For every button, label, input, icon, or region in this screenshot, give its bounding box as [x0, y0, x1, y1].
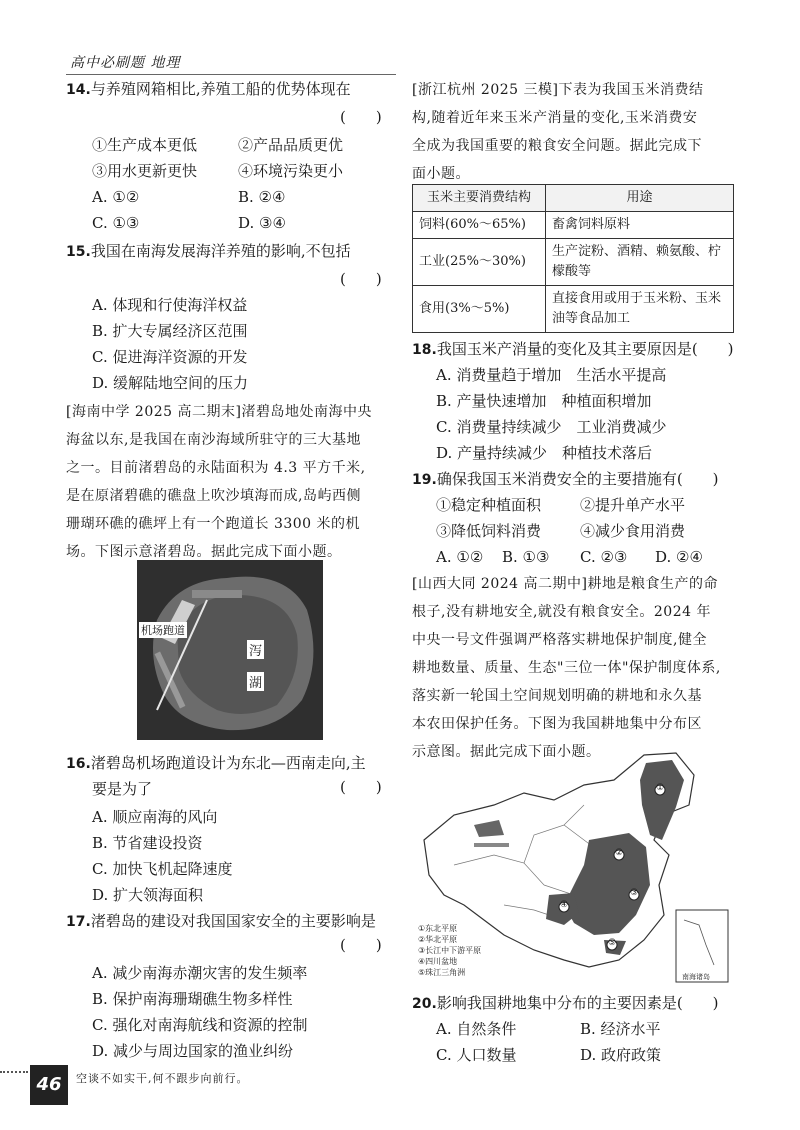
q19-number: 19.	[412, 472, 437, 488]
legend-item: ⑤珠江三角洲	[418, 968, 466, 977]
footer-dots	[0, 1071, 28, 1073]
zhubi-island-photo	[137, 560, 323, 740]
q14-item: ②产品品质更优	[238, 136, 344, 154]
table-cell: 工业(25%～30%)	[413, 239, 546, 286]
q17-option-b[interactable]: B. 保护南海珊瑚礁生物多样性	[92, 990, 293, 1008]
q15-option-c[interactable]: C. 促进海洋资源的开发	[92, 348, 248, 366]
map-marker-2: ②	[615, 848, 624, 858]
q20-option-a[interactable]: A. 自然条件	[436, 1020, 517, 1038]
q16-option-b[interactable]: B. 节省建设投资	[92, 834, 203, 852]
q14-option-d[interactable]: D. ③④	[238, 214, 286, 232]
table-row	[413, 286, 734, 333]
passage-line: 面小题。	[412, 166, 470, 182]
passage-line: [浙江杭州 2025 三模]下表为我国玉米消费结	[412, 82, 704, 98]
q16-option-a[interactable]: A. 顺应南海的风向	[92, 808, 218, 826]
farmland-distribution-map	[414, 745, 732, 985]
q18-option-a[interactable]: A. 消费量趋于增加 生活水平提高	[436, 366, 667, 384]
passage-line: 中央一号文件强调严格落实耕地保护制度,健全	[412, 632, 707, 648]
q20-option-c[interactable]: C. 人口数量	[436, 1046, 517, 1064]
q19-option-c[interactable]: C. ②③	[580, 548, 628, 566]
legend-item: ③长江中下游平原	[418, 946, 482, 955]
q19-stem: 确保我国玉米消费安全的主要措施有( )	[436, 470, 719, 488]
q15-option-b[interactable]: B. 扩大专属经济区范围	[92, 322, 248, 340]
q14-option-a[interactable]: A. ①②	[92, 188, 140, 206]
q15-stem: 我国在南海发展海洋养殖的影响,不包括	[90, 242, 351, 260]
footer-motto: 空谈不如实干,何不跟步向前行。	[76, 1072, 249, 1085]
q18-option-b[interactable]: B. 产量快速增加 种植面积增加	[436, 392, 652, 410]
q15-answer-paren[interactable]: ( )	[340, 270, 382, 288]
header-rule	[66, 74, 396, 75]
q19-item: ②提升单产水平	[580, 496, 686, 514]
q18-stem: 我国玉米产消量的变化及其主要原因是( )	[436, 340, 734, 358]
passage-line: 海盆以东,是我国在南沙海域所驻守的三大基地	[66, 432, 361, 448]
page-number: 46	[30, 1065, 68, 1105]
q14-option-b[interactable]: B. ②④	[238, 188, 286, 206]
q20-option-b[interactable]: B. 经济水平	[580, 1020, 661, 1038]
q19-option-a[interactable]: A. ①②	[436, 548, 484, 566]
q14-item: ③用水更新更快	[92, 162, 198, 180]
q14-item: ①生产成本更低	[92, 136, 198, 154]
q16-answer-paren[interactable]: ( )	[340, 778, 382, 796]
map-marker-1: ①	[656, 783, 665, 793]
q14-stem: 与养殖网箱相比,养殖工船的优势体现在	[90, 80, 351, 98]
q18-number: 18.	[412, 342, 437, 358]
passage-line: 耕地数量、质量、生态"三位一体"保护制度体系,	[412, 660, 721, 676]
inset-label: 南海诸岛	[682, 973, 710, 981]
q16-number: 16.	[66, 756, 91, 772]
q16-option-c[interactable]: C. 加快飞机起降速度	[92, 860, 233, 878]
island-photo-svg	[137, 560, 323, 740]
lagoon-label-1: 泻	[247, 640, 264, 659]
q17-stem: 渚碧岛的建设对我国国家安全的主要影响是	[90, 912, 376, 930]
passage-line: 之一。目前渚碧岛的永陆面积为 4.3 平方千米,	[66, 460, 366, 476]
q15-option-d[interactable]: D. 缓解陆地空间的压力	[92, 374, 249, 392]
q15-option-a[interactable]: A. 体现和行使海洋权益	[92, 296, 248, 314]
legend-item: ④四川盆地	[418, 957, 458, 966]
table-cell: 生产淀粉、酒精、赖氨酸、柠檬酸等	[546, 239, 734, 286]
q20-option-d[interactable]: D. 政府政策	[580, 1046, 662, 1064]
map-marker-5: ⑤	[608, 938, 617, 948]
q16-stem-line2: 要是为了	[92, 780, 153, 798]
runway-label: 机场跑道	[141, 624, 185, 637]
map-marker-3: ③	[630, 888, 639, 898]
q16-option-d[interactable]: D. 扩大领海面积	[92, 886, 204, 904]
q19-item: ④减少食用消费	[580, 522, 686, 540]
passage-line: 本农田保护任务。下图为我国耕地集中分布区	[412, 716, 702, 732]
passage-line: 落实新一轮国土空间规划明确的耕地和永久基	[412, 688, 702, 704]
q14-number: 14.	[66, 82, 91, 98]
table-row	[413, 212, 734, 239]
q20-stem: 影响我国耕地集中分布的主要因素是( )	[436, 994, 719, 1012]
q19-option-b[interactable]: B. ①③	[502, 548, 550, 566]
passage-line: [山西大同 2024 高二期中]耕地是粮食生产的命	[412, 576, 718, 592]
passage-line: 是在原渚碧礁的礁盘上吹沙填海而成,岛屿西侧	[66, 488, 361, 504]
legend-item: ①东北平原	[418, 924, 458, 933]
q19-item: ③降低饲料消费	[436, 522, 542, 540]
q14-option-c[interactable]: C. ①③	[92, 214, 140, 232]
q19-item: ①稳定种植面积	[436, 496, 542, 514]
table-cell: 直接食用或用于玉米粉、玉米油等食品加工	[546, 286, 734, 333]
map-legend	[418, 923, 481, 978]
q14-item: ④环境污染更小	[238, 162, 344, 180]
map-marker-4: ④	[560, 900, 569, 910]
table-cell: 食用(3%～5%)	[413, 286, 546, 333]
q14-answer-paren[interactable]: ( )	[340, 108, 382, 126]
passage-line: 根子,没有耕地安全,就没有粮食安全。2024 年	[412, 604, 711, 620]
passage-line: 珊瑚环礁的礁坪上有一个跑道长 3300 米的机	[66, 516, 361, 532]
header-title: 高中必刷题 地理	[70, 55, 181, 71]
q17-option-a[interactable]: A. 减少南海赤潮灾害的发生频率	[92, 964, 308, 982]
passage-line: 示意图。据此完成下面小题。	[412, 744, 601, 760]
q16-stem-line1: 渚碧岛机场跑道设计为东北—西南走向,主	[90, 754, 366, 772]
q17-number: 17.	[66, 914, 91, 930]
q20-number: 20.	[412, 996, 437, 1012]
passage-line: 全成为我国重要的粮食安全问题。据此完成下	[412, 138, 702, 154]
table-header: 玉米主要消费结构	[413, 185, 546, 212]
table-header: 用途	[546, 185, 734, 212]
passage-line: 构,随着近年来玉米产消量的变化,玉米消费安	[412, 110, 698, 126]
legend-item: ②华北平原	[418, 935, 458, 944]
q17-option-d[interactable]: D. 减少与周边国家的渔业纠纷	[92, 1042, 294, 1060]
table-cell: 饲料(60%～65%)	[413, 212, 546, 239]
table-row	[413, 239, 734, 286]
passage-line: [海南中学 2025 高二期末]渚碧岛地处南海中央	[66, 404, 372, 420]
lagoon-label-2: 湖	[247, 672, 264, 691]
q15-number: 15.	[66, 244, 91, 260]
corn-consumption-table	[412, 184, 734, 333]
q17-option-c[interactable]: C. 强化对南海航线和资源的控制	[92, 1016, 308, 1034]
q18-option-d[interactable]: D. 产量持续减少 种植技术落后	[436, 444, 653, 462]
table-cell: 畜禽饲料原料	[546, 212, 734, 239]
q19-option-d[interactable]: D. ②④	[655, 548, 703, 566]
q18-option-c[interactable]: C. 消费量持续减少 工业消费减少	[436, 418, 667, 436]
q17-answer-paren[interactable]: ( )	[340, 936, 382, 954]
passage-line: 场。下图示意渚碧岛。据此完成下面小题。	[66, 544, 342, 560]
